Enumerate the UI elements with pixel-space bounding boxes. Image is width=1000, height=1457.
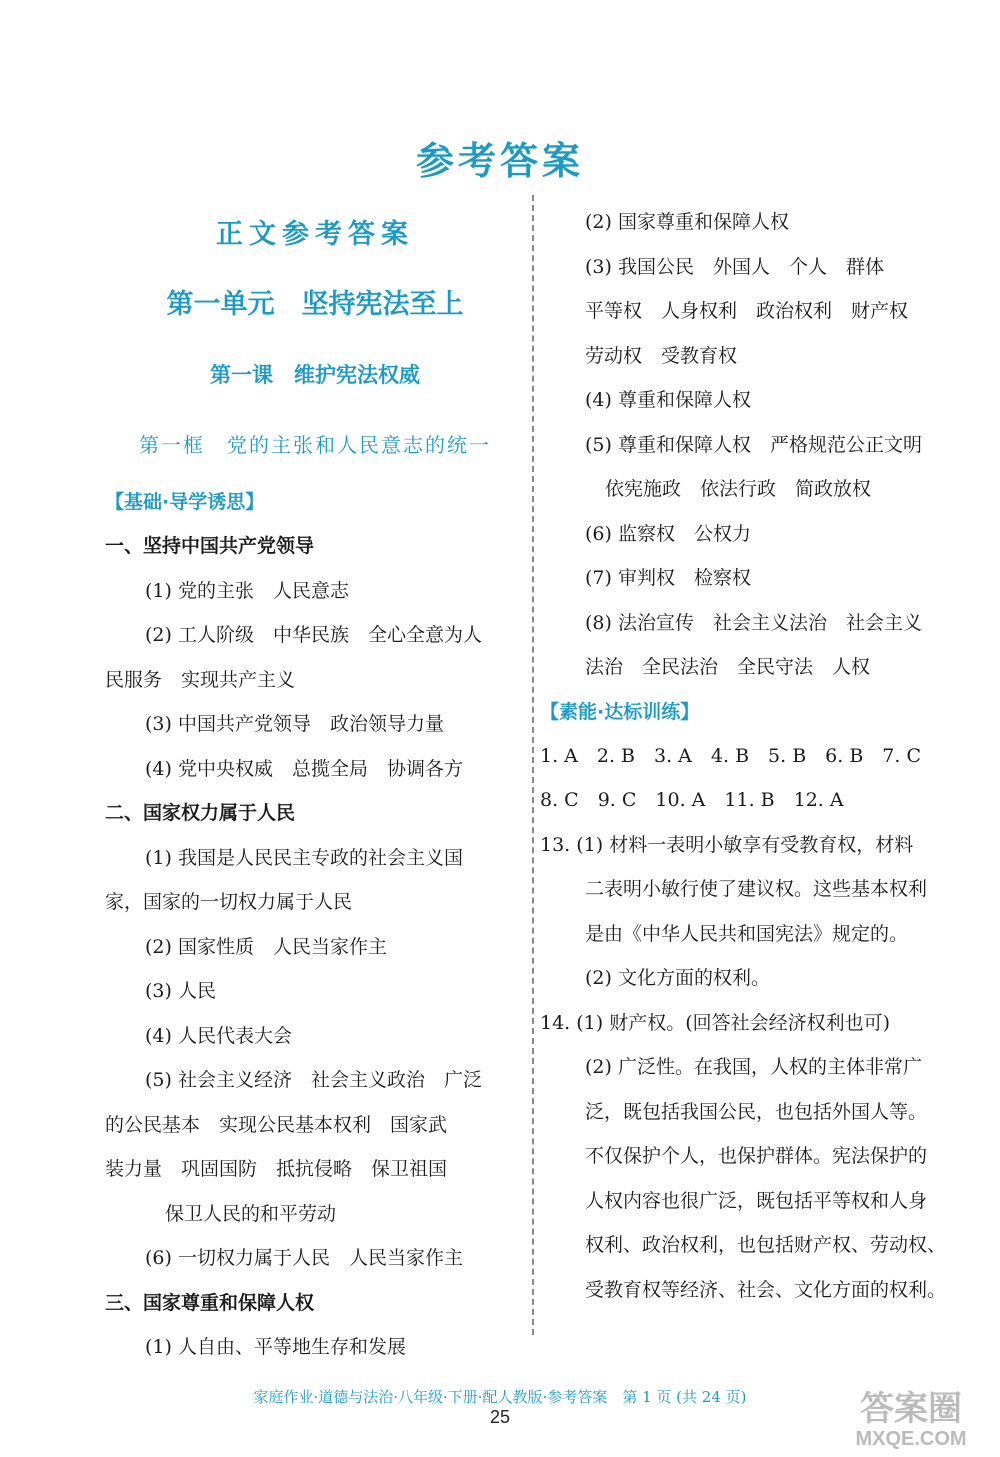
answer-line: (4) 人民代表大会 bbox=[145, 1024, 292, 1047]
heading-main-answers: 正文参考答案 bbox=[216, 219, 414, 250]
watermark-logo bbox=[836, 1390, 986, 1450]
answer-line: 法治 全民法治 全民守法 人权 bbox=[585, 656, 871, 678]
watermark-url: MXQE.COM bbox=[855, 1428, 967, 1450]
watermark-text: 答案圈 bbox=[860, 1389, 962, 1429]
answer-line: 劳动权 受教育权 bbox=[585, 344, 738, 367]
page-footer: 家庭作业·道德与法治·八年级·下册·配人教版·参考答案 第 1 页 (共 24 页) bbox=[253, 1388, 747, 1406]
section-heading: 一、坚持中国共产党领导 bbox=[105, 535, 315, 557]
answer-line: 14. (1) 财产权。(回答社会经济权利也可) bbox=[540, 1011, 891, 1034]
answer-line: 保卫人民的和平劳动 bbox=[165, 1202, 337, 1225]
section-heading: 二、国家权力属于人民 bbox=[105, 802, 296, 824]
answer-line: 家，国家的一切权力属于人民 bbox=[105, 891, 353, 913]
heading-frame: 第一框 党的主张和人民意志的统一 bbox=[139, 433, 491, 457]
answer-line: (1) 我国是人民民主专政的社会主义国 bbox=[145, 846, 463, 869]
heading-lesson: 第一课 维护宪法权威 bbox=[210, 363, 420, 387]
section-heading: 三、国家尊重和保障人权 bbox=[105, 1291, 315, 1314]
answer-line: 人权内容也很广泛，既包括平等权和人身 bbox=[585, 1189, 928, 1212]
answer-line: 不仅保护个人，也保护群体。宪法保护的 bbox=[585, 1145, 928, 1167]
heading-unit: 第一单元 坚持宪法至上 bbox=[166, 289, 464, 320]
column-divider bbox=[532, 195, 534, 1335]
answer-line: 民服务 实现共产主义 bbox=[105, 668, 296, 691]
right-column bbox=[540, 200, 975, 1312]
answer-line: (2) 国家尊重和保障人权 bbox=[585, 211, 789, 233]
answer-line: 平等权 人身权利 政治权利 财产权 bbox=[585, 300, 909, 322]
answer-line: (2) 工人阶级 中华民族 全心全意为人 bbox=[145, 624, 482, 646]
answer-line: (6) 一切权力属于人民 人民当家作主 bbox=[145, 1247, 463, 1269]
answer-line: (4) 党中央权威 总揽全局 协调各方 bbox=[145, 757, 463, 780]
answer-line: (2) 广泛性。在我国，人权的主体非常广 bbox=[585, 1056, 922, 1078]
page-title: 参考答案 bbox=[415, 139, 584, 183]
answer-line: (5) 尊重和保障人权 严格规范公正文明 bbox=[585, 433, 922, 456]
answer-line: 二表明小敏行使了建议权。这些基本权利 bbox=[585, 878, 928, 900]
answer-line: (7) 审判权 检察权 bbox=[585, 567, 751, 589]
answer-line: 1. A 2. B 3. A 4. B 5. B 6. B 7. C bbox=[540, 744, 922, 767]
answer-line: (2) 国家性质 人民当家作主 bbox=[145, 935, 387, 958]
answer-line: (3) 我国公民 外国人 个人 群体 bbox=[585, 255, 884, 278]
left-column bbox=[105, 200, 525, 1370]
answer-line: 的公民基本 实现公民基本权利 国家武 bbox=[105, 1113, 448, 1136]
section-tag-training: 【素能·达标训练】 bbox=[540, 700, 700, 723]
answer-line: (4) 尊重和保障人权 bbox=[585, 389, 751, 411]
answer-line: 是由《中华人民共和国宪法》规定的。 bbox=[585, 922, 909, 945]
answer-line: (3) 中国共产党领导 政治领导力量 bbox=[145, 713, 444, 735]
answer-line: (3) 人民 bbox=[145, 980, 216, 1002]
answer-line: (5) 社会主义经济 社会主义政治 广泛 bbox=[145, 1069, 482, 1091]
answer-line: 泛，既包括我国公民，也包括外国人等。 bbox=[585, 1100, 928, 1123]
section-tag-basic: 【基础·导学诱思】 bbox=[105, 491, 265, 513]
answer-line: 权利、政治权利，也包括财产权、劳动权、 bbox=[585, 1234, 947, 1256]
answer-line: (6) 监察权 公权力 bbox=[585, 522, 751, 545]
answer-line: (1) 人自由、平等地生存和发展 bbox=[145, 1336, 406, 1358]
answer-line: 装力量 巩固国防 抵抗侵略 保卫祖国 bbox=[105, 1158, 448, 1180]
answer-line: 8. C 9. C 10. A 11. B 12. A bbox=[540, 789, 844, 811]
answer-line: (1) 党的主张 人民意志 bbox=[145, 579, 349, 602]
answer-line: (8) 法治宣传 社会主义法治 社会主义 bbox=[585, 611, 922, 634]
answer-line: 13. (1) 材料一表明小敏享有受教育权，材料 bbox=[540, 833, 914, 856]
answer-line: 依宪施政 依法行政 简政放权 bbox=[605, 478, 872, 500]
page-number: 25 bbox=[489, 1407, 511, 1427]
answer-line: (2) 文化方面的权利。 bbox=[585, 967, 770, 989]
answer-line: 受教育权等经济、社会、文化方面的权利。 bbox=[585, 1278, 947, 1301]
